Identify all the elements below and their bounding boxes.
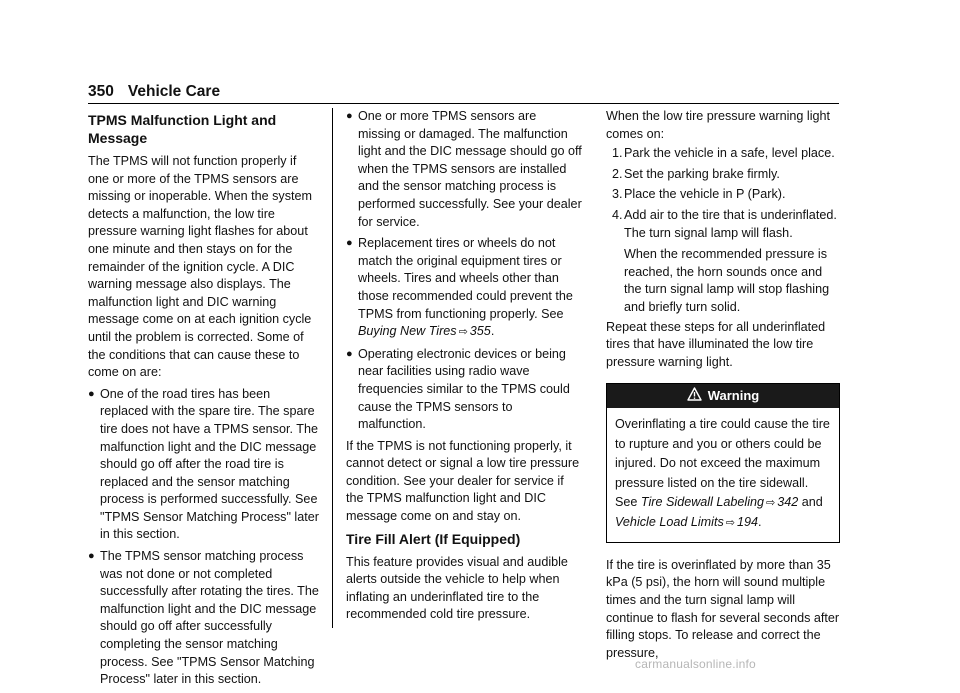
list-item: 3. Place the vehicle in P (Park).: [612, 187, 786, 202]
column-divider: [332, 108, 333, 628]
section-title: Vehicle Care: [127, 83, 221, 100]
step4-note: When the recommended pressure is reached, the horn sounds once and the turn signal lamp will stop flashing and briefly turn solid.: [624, 247, 830, 314]
page-ref-icon: ⇨: [458, 326, 468, 339]
warning-triangle-icon: [687, 385, 702, 409]
low-pressure-intro: When the low tire pressure warning light comes on:: [606, 109, 830, 141]
warning-box: [606, 383, 840, 542]
list-item: ● Replacement tires or wheels do not match the original equipment tires or wheels. Tires and wheels other than those recommended could prevent the TPMS from functioning properly. See Buying New Tires ⇨ 355.: [346, 236, 573, 339]
column-1: [88, 108, 320, 693]
malfunction-conditions-list-cont: [346, 108, 582, 434]
header-rule: [88, 103, 839, 104]
page-ref-icon: ⇨: [725, 517, 735, 530]
watermark: carmanualsonline.info: [635, 657, 756, 671]
tire-sidewall-labeling-link[interactable]: Tire Sidewall Labeling: [640, 494, 765, 509]
tire-fill-alert-heading: Tire Fill Alert (If Equipped): [346, 530, 521, 547]
warning-body: Overinflating a tire could cause the tire to rupture and you or others could be injured. Do not exceed the maximum pressure listed on the tire sidewall. See Tire Sidewall Labeling ⇨ 342 and Vehicle Load Limits ⇨ 194.: [615, 417, 830, 530]
page-number: 350: [88, 83, 114, 100]
bullet-icon: ●: [346, 110, 353, 122]
tpms-malfunction-heading: TPMS Malfunction Light and Message: [88, 112, 277, 146]
bullet-icon: ●: [346, 237, 353, 250]
page-ref-355[interactable]: 355: [469, 324, 491, 339]
buying-new-tires-link[interactable]: Buying New Tires: [358, 324, 457, 339]
warning-header: [607, 384, 839, 408]
column-2: [346, 108, 582, 628]
page-ref-342[interactable]: 342: [777, 494, 799, 509]
column-3: [606, 108, 840, 666]
repeat-steps-para: Repeat these steps for all underinflated tires that have illuminated the low tire pressure warning light.: [606, 319, 826, 369]
list-item: 2. Set the parking brake firmly.: [612, 166, 780, 181]
overinflated-para: If the tire is overinflated by more than 35 kPa (5 psi), the horn will sound multiple times and the turn signal lamp will continue to flash for several seconds after filling stops. To release and correct the pressure,: [606, 557, 840, 660]
list-item: 1. Park the vehicle in a safe, level place.: [612, 146, 835, 161]
page-header: [88, 83, 220, 101]
page-ref-icon: ⇨: [766, 496, 776, 509]
page-ref-194[interactable]: 194: [736, 515, 758, 530]
bullet-icon: ●: [88, 550, 95, 563]
vehicle-load-limits-link[interactable]: Vehicle Load Limits: [615, 515, 724, 530]
tpms-malfunction-intro: The TPMS will not function properly if one or more of the TPMS sensors are missing or inoperable. When the system detects a malfunction, the low tire pressure warning light flashes for about one minute and then stays on for the remainder of the ignition cycle. A DIC warning message also displays. The malfunction light and DIC warning message come on at each ignition cycle until the problem is corrected. Some of the conditions that can cause these to come on are:: [88, 154, 312, 380]
bullet-icon: ●: [88, 387, 95, 400]
warning-title: Warning: [707, 388, 760, 404]
list-item: 4. Add air to the tire that is underinflated. The turn signal lamp will flash.: [612, 207, 837, 240]
bullet-icon: ●: [346, 347, 353, 360]
list-item: ● One of the road tires has been replaced with the spare tire. The spare tire does not have a TPMS sensor. The malfunction light and the DIC message should go off after the road tire is replaced and the sensor matching process is performed successfully. See "TPMS Sensor Matching Process" later in this section.: [88, 386, 319, 542]
tire-fill-alert-para: This feature provides visual and audible alerts outside the vehicle to help when inflating an underinflated tire to the recommended cold tire pressure.: [346, 554, 568, 622]
list-item: ● The TPMS sensor matching process was not done or not completed successfully after rotating the tires. The malfunction light and the DIC message should go off after successfully completing the sensor matching process. See "TPMS Sensor Matching Process" later in this section.: [88, 549, 319, 687]
fill-steps-list: [606, 145, 840, 242]
list-item: ● One or more TPMS sensors are missing or damaged. The malfunction light and the DIC message should go off when the TPMS sensors are installed and the sensor matching process is performed successfully. See your dealer for service.: [346, 109, 582, 229]
tpms-not-functioning-para: If the TPMS is not functioning properly, it cannot detect or signal a low tire pressure condition. See your dealer for service if the TPMS malfunction light and DIC message come on and stay on.: [346, 438, 580, 524]
list-item: ● Operating electronic devices or being near facilities using radio wave frequencies similar to the TPMS could cause the TPMS sensors to malfunction.: [346, 346, 570, 432]
malfunction-conditions-list: [88, 386, 320, 689]
